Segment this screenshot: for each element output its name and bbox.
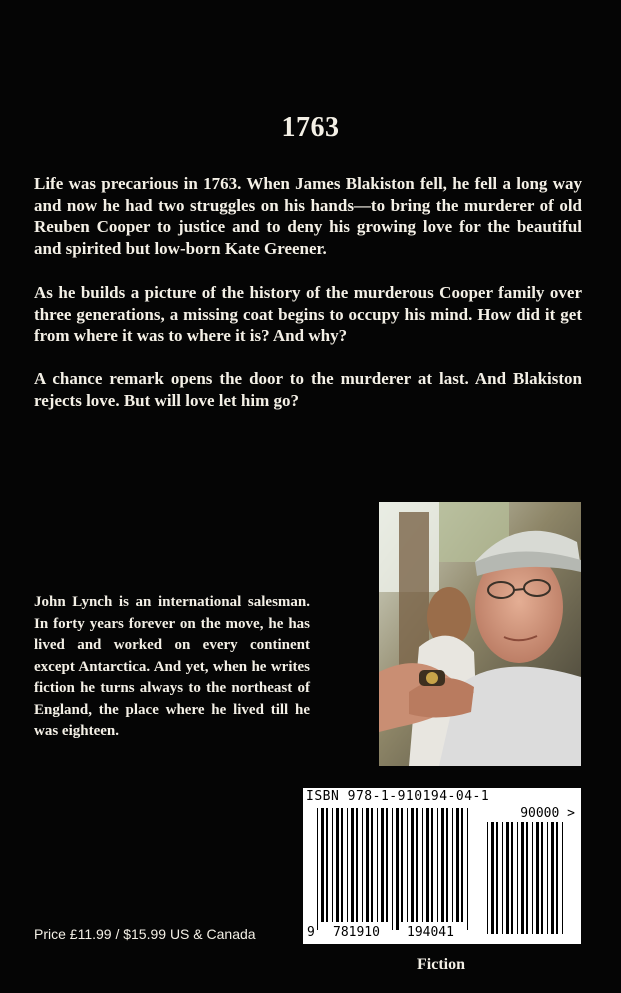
barcode-digit-first: 9	[307, 925, 315, 940]
price-label: Price £11.99 / $15.99 US & Canada	[34, 926, 256, 942]
barcode-bars	[303, 788, 581, 944]
price-code: 90000 >	[520, 806, 575, 821]
author-bio: John Lynch is an international salesman. In forty years forever on the move, he has lived and worked on every continent except Antarctica. And yet, when he writes fiction he turns always to the northeast of England, the place where he lived till he was eighteen.	[34, 594, 310, 739]
blurb-paragraph-3: A chance remark opens the door to the murderer at last. And Blakiston rejects love. But will love let him go?	[34, 369, 582, 410]
book-title: 1763	[281, 112, 340, 143]
barcode-digits-right: 194041	[407, 925, 454, 940]
blurb-paragraph-2: As he builds a picture of the history of the murderous Cooper family over three generations, a missing coat begins to occupy his mind. How did it get from where it was to where it is? And why?	[34, 283, 582, 345]
genre-label: Fiction	[417, 956, 465, 973]
isbn-barcode	[303, 788, 581, 944]
blurb-paragraph-1: Life was precarious in 1763. When James Blakiston fell, he fell a long way and now he had two struggles on his hands—to bring the murderer of old Reuben Cooper to justice and to deny his growing love for the beautiful and spirited but low-born Kate Greener.	[34, 174, 582, 258]
author-photo	[379, 502, 581, 766]
isbn-label: ISBN 978-1-910194-04-1	[306, 789, 490, 804]
barcode-digits-left: 781910	[333, 925, 380, 940]
